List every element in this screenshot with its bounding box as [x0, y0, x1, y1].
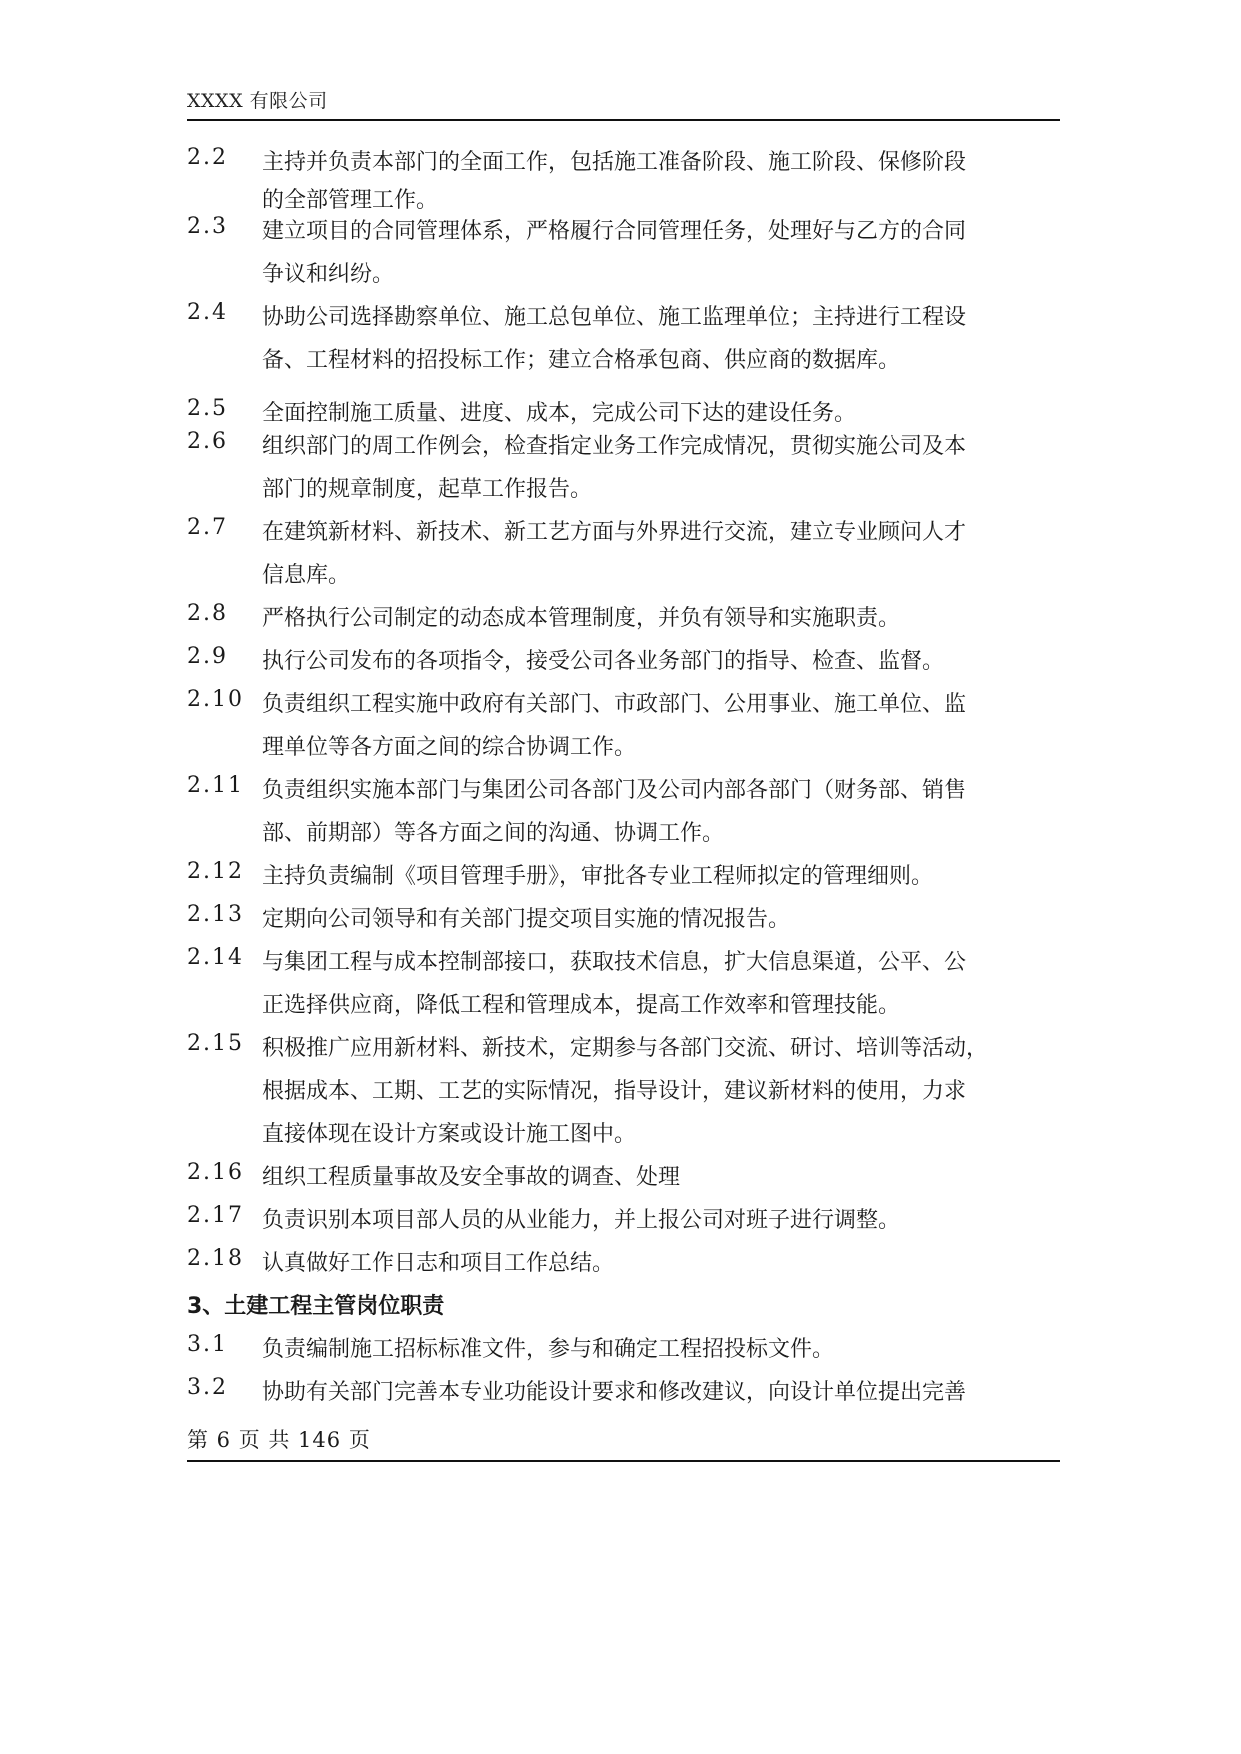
item-text: 的全部管理工作。 [262, 188, 439, 213]
item-text: 主持并负责本部门的全面工作，包括施工准备阶段、施工阶段、保修阶段 [262, 150, 967, 175]
item-text: 部、前期部）等各方面之间的沟通、协调工作。 [262, 821, 725, 846]
item-number: 2.6 [187, 429, 228, 454]
item-text: 全面控制施工质量、进度、成本，完成公司下达的建设任务。 [262, 401, 857, 426]
item-text: 组织部门的周工作例会，检查指定业务工作完成情况，贯彻实施公司及本 [262, 434, 967, 459]
item-number: 2.12 [187, 859, 244, 884]
item-text: 协助有关部门完善本专业功能设计要求和修改建议，向设计单位提出完善 [262, 1380, 967, 1405]
header-divider [187, 119, 1060, 121]
item-number: 2.5 [187, 396, 228, 421]
item-number: 2.11 [187, 773, 244, 798]
item-text: 负责识别本项目部人员的从业能力，并上报公司对班子进行调整。 [262, 1208, 901, 1233]
section-heading: 3、土建工程主管岗位职责 [187, 1294, 445, 1319]
item-text: 信息库。 [262, 563, 351, 588]
item-number: 2.9 [187, 644, 228, 669]
item-text: 争议和纠纷。 [262, 262, 395, 287]
header-company-name: XXXX 有限公司 [187, 90, 328, 112]
item-number: 2.10 [187, 687, 244, 712]
item-text: 协助公司选择勘察单位、施工总包单位、施工监理单位；主持进行工程设 [262, 305, 967, 330]
item-text: 负责组织实施本部门与集团公司各部门及公司内部各部门（财务部、销售 [262, 778, 967, 803]
item-text: 与集团工程与成本控制部接口，获取技术信息，扩大信息渠道，公平、公 [262, 950, 967, 975]
item-number: 2.16 [187, 1160, 244, 1185]
item-text: 负责组织工程实施中政府有关部门、市政部门、公用事业、施工单位、监 [262, 692, 967, 717]
item-text: 定期向公司领导和有关部门提交项目实施的情况报告。 [262, 907, 791, 932]
item-text: 严格执行公司制定的动态成本管理制度，并负有领导和实施职责。 [262, 606, 901, 631]
item-text: 建立项目的合同管理体系，严格履行合同管理任务，处理好与乙方的合同 [262, 219, 967, 244]
item-text: 组织工程质量事故及安全事故的调查、处理 [262, 1165, 681, 1190]
item-number: 3.1 [187, 1332, 228, 1357]
item-text: 认真做好工作日志和项目工作总结。 [262, 1251, 615, 1276]
item-text: 负责编制施工招标标准文件，参与和确定工程招投标文件。 [262, 1337, 835, 1362]
item-number: 2.15 [187, 1031, 244, 1056]
item-number: 3.2 [187, 1375, 228, 1400]
footer-divider [187, 1460, 1060, 1462]
item-number: 2.13 [187, 902, 244, 927]
item-number: 2.8 [187, 601, 228, 626]
item-number: 2.2 [187, 145, 228, 170]
item-text: 备、工程材料的招投标工作；建立合格承包商、供应商的数据库。 [262, 348, 901, 373]
item-text: 积极推广应用新材料、新技术，定期参与各部门交流、研讨、培训等活动， [262, 1036, 989, 1061]
item-number: 2.18 [187, 1246, 244, 1271]
item-number: 2.3 [187, 214, 228, 239]
item-text: 执行公司发布的各项指令，接受公司各业务部门的指导、检查、监督。 [262, 649, 945, 674]
item-number: 2.17 [187, 1203, 244, 1228]
page-number: 第 6 页 共 146 页 [187, 1428, 371, 1452]
item-number: 2.14 [187, 945, 244, 970]
item-text: 理单位等各方面之间的综合协调工作。 [262, 735, 637, 760]
item-text: 主持负责编制《项目管理手册》，审批各专业工程师拟定的管理细则。 [262, 864, 934, 889]
item-number: 2.4 [187, 300, 228, 325]
item-text: 直接体现在设计方案或设计施工图中。 [262, 1122, 637, 1147]
item-text: 在建筑新材料、新技术、新工艺方面与外界进行交流，建立专业顾问人才 [262, 520, 967, 545]
item-text: 根据成本、工期、工艺的实际情况，指导设计，建议新材料的使用，力求 [262, 1079, 967, 1104]
item-text: 部门的规章制度，起草工作报告。 [262, 477, 593, 502]
item-number: 2.7 [187, 515, 228, 540]
item-text: 正选择供应商，降低工程和管理成本，提高工作效率和管理技能。 [262, 993, 901, 1018]
